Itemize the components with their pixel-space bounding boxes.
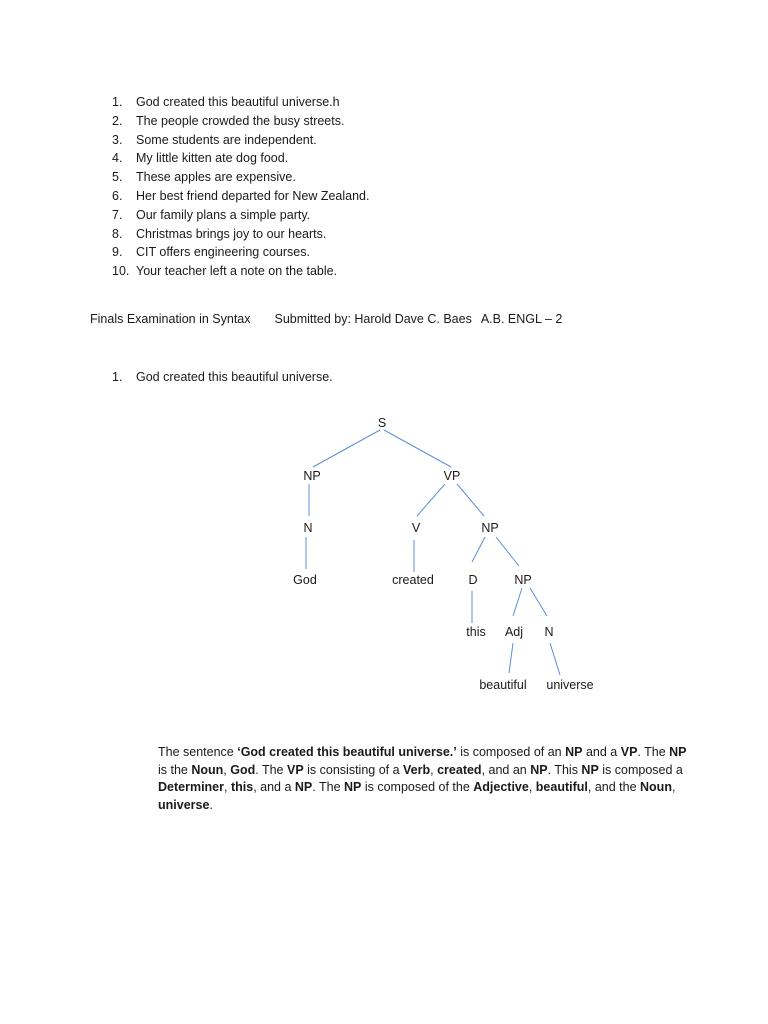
course-label: A.B. ENGL – 2 [480,312,563,326]
explanation-text: . The [637,745,670,759]
list-item [112,168,369,187]
explanation-text: , [224,780,231,795]
list-text: CIT offers engineering courses. [136,245,310,260]
edge-np-n2 [530,588,547,616]
list-text: Some students are independent. [136,132,317,147]
list-number: 3. [112,132,123,147]
explanation-paragraph [158,744,688,814]
node-god: God [293,573,317,587]
explanation-text: . The [312,780,344,795]
explanation-bold: NP [530,762,548,777]
list-item [112,131,369,150]
edge-vp-v [417,484,445,516]
list-item [112,93,369,112]
explanation-bold: God [230,762,256,777]
explanation-bold: NP [669,745,687,759]
list-item [112,187,369,206]
edge-adj-beautiful [509,643,513,673]
list-number: 6. [112,188,123,203]
node-n2: N [544,625,554,639]
explanation-text: is composed of the [361,780,474,795]
node-np-inner: NP [514,573,532,587]
explanation-bold: VP [286,762,304,777]
explanation-bold: VP [620,745,638,759]
edge-np-d [472,537,485,562]
explanation-text: , and the [587,780,641,795]
list-item [112,225,369,244]
list-text: Our family plans a simple party. [136,207,311,222]
explanation-bold: Noun [191,762,224,777]
explanation-bold: Verb [403,762,431,777]
exam-title: Finals Examination in Syntax [90,312,251,326]
list-number: 5. [112,170,123,185]
list-item [112,149,369,168]
list-item [112,243,369,262]
list-number: 10. [112,264,130,279]
list-number: 2. [112,113,123,128]
node-v: V [411,521,421,535]
submitted-by: Submitted by: Harold Dave C. Baes [274,312,472,326]
list-number: 1. [112,95,123,109]
explanation-text: is the [158,762,192,777]
edge-n2-universe [550,643,560,675]
list-item [112,262,369,281]
sentence-list [112,93,369,281]
explanation-bold: NP [344,780,362,795]
explanation-text: . This [547,762,582,777]
list-text: These apples are expensive. [136,170,296,185]
explanation-bold: this [230,780,254,795]
explanation-bold: Noun [640,780,672,795]
example-number: 1. [112,370,123,384]
example-sentence [112,368,333,386]
explanation-bold: ‘God created this beautiful universe.’ [237,745,457,759]
list-text: The people crowded the busy streets. [136,113,345,128]
list-text: Your teacher left a note on the table. [136,264,338,279]
explanation-text: . [209,797,213,812]
explanation-text: is composed of an [456,745,566,759]
exam-header [90,310,562,328]
explanation-text: and a [582,745,621,759]
list-text: God created this beautiful universe.h [136,95,340,109]
explanation-text: , [223,762,231,777]
node-np-object: NP [481,521,499,535]
node-s: S [377,416,387,430]
list-item [112,112,369,131]
edge-np-np [496,537,519,566]
explanation-bold: created [437,762,482,777]
node-created: created [392,573,434,587]
node-d: D [468,573,478,587]
list-number: 4. [112,151,123,166]
list-text: Her best friend departed for New Zealand. [136,188,370,203]
explanation-text: is composed a [598,762,683,777]
list-text: Christmas brings joy to our hearts. [136,226,327,241]
explanation-text: is consisting of a [303,762,404,777]
explanation-bold: NP [294,780,313,795]
edge-np-adj [513,588,522,616]
explanation-text: , and an [481,762,531,777]
node-this: this [466,625,486,639]
explanation-bold: Adjective [473,780,529,795]
list-item [112,206,369,225]
node-universe: universe [546,678,594,692]
explanation-bold: universe [158,797,210,812]
explanation-bold: Determiner [158,780,224,795]
edge-vp-np [457,484,484,516]
explanation-text: , [528,780,536,795]
explanation-bold: NP [565,745,583,759]
explanation-text: . The [255,762,287,777]
node-np-subject: NP [303,469,321,483]
list-number: 7. [112,207,123,222]
node-beautiful: beautiful [479,678,527,692]
explanation-text: The sentence [158,745,238,759]
node-n: N [303,521,313,535]
example-text: God created this beautiful universe. [136,370,333,384]
explanation-bold: NP [581,762,599,777]
node-adj: Adj [504,625,524,639]
edge-s-vp [384,430,451,467]
node-vp: VP [443,469,461,483]
list-text: My little kitten ate dog food. [136,151,289,166]
explanation-text: , and a [253,780,295,795]
edge-s-np [313,430,380,467]
explanation-bold: beautiful [535,780,588,795]
list-number: 8. [112,226,123,241]
list-number: 9. [112,245,123,260]
explanation-text: , [430,762,438,777]
explanation-text: , [671,780,676,795]
